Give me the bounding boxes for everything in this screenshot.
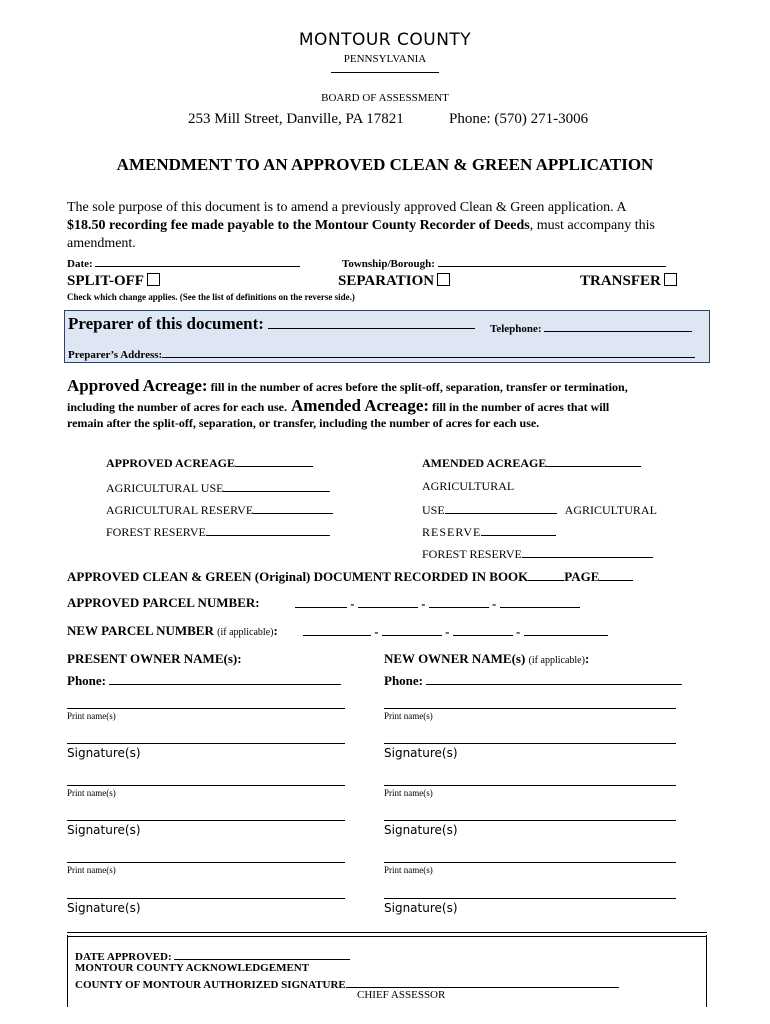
approved-ag-reserve-row[interactable]	[106, 501, 333, 518]
approved-ag-reserve-blank[interactable]	[253, 501, 333, 514]
date-label: Date:	[67, 258, 93, 270]
new-parcel-part-4[interactable]	[524, 623, 608, 636]
dash: -	[421, 596, 426, 611]
preparer-label: Preparer of this document:	[68, 314, 264, 333]
amended-reserve-label: RESERVE	[422, 525, 482, 539]
header-divider	[331, 72, 439, 73]
amended-ag-reserve-label: AGRICULTURAL	[564, 503, 657, 517]
present-print-label-1: Print name(s)	[67, 711, 116, 721]
new-owner-phone[interactable]	[384, 672, 682, 689]
transfer-option[interactable]	[580, 273, 677, 290]
new-print-label-2: Print name(s)	[384, 788, 433, 798]
dash: -	[515, 624, 521, 639]
approved-ag-use-label: AGRICULTURAL USE	[106, 481, 224, 495]
chief-assessor-label: CHIEF ASSESSOR	[357, 989, 446, 1001]
footer-left-rule	[67, 935, 68, 1007]
authorized-signature-field[interactable]	[75, 975, 619, 991]
approved-ag-use-blank[interactable]	[223, 479, 330, 492]
approved-parcel-part-1[interactable]	[295, 595, 347, 608]
approved-acreage-title[interactable]	[106, 454, 313, 471]
present-signature-line-3[interactable]	[67, 898, 345, 899]
approved-forest-reserve-label: FOREST RESERVE	[106, 525, 206, 539]
present-signature-label-1: Signature(s)	[67, 746, 141, 760]
new-owner-heading: NEW OWNER NAME(s) (if applicable):	[384, 651, 590, 666]
new-owner-phone-blank[interactable]	[426, 672, 682, 685]
approved-acreage-heading: Approved Acreage:	[67, 376, 208, 395]
approved-ag-reserve-label: AGRICULTURAL RESERVE	[106, 503, 254, 517]
preparer-address-blank[interactable]	[162, 345, 695, 358]
footer-right-rule	[706, 935, 707, 1007]
recorded-book-row[interactable]	[67, 568, 633, 585]
present-owner-phone-blank[interactable]	[109, 672, 341, 685]
book-blank[interactable]	[528, 568, 564, 581]
present-print-line-1[interactable]	[67, 708, 345, 709]
dash: -	[445, 624, 450, 639]
approved-parcel-field[interactable]	[295, 595, 580, 612]
amended-ag-use-row[interactable]	[422, 501, 657, 518]
township-label: Township/Borough:	[342, 258, 435, 270]
transfer-label: TRANSFER	[580, 273, 661, 289]
approved-parcel-part-2[interactable]	[358, 595, 418, 608]
new-owner-phone-label: Phone:	[384, 673, 423, 688]
present-signature-label-2: Signature(s)	[67, 823, 141, 837]
new-signature-line-3[interactable]	[384, 898, 676, 899]
preparer-address-field[interactable]	[68, 345, 695, 361]
telephone-blank[interactable]	[544, 319, 692, 332]
new-owner-note: (if applicable)	[528, 655, 585, 666]
board-address: 253 Mill Street, Danville, PA 17821	[188, 111, 404, 127]
approved-acreage-text: fill in the number of acres before the split-off, separation, transfer or termination,	[207, 380, 628, 394]
approved-parcel-part-3[interactable]	[429, 595, 489, 608]
new-parcel-label: NEW PARCEL NUMBER (if applicable):	[67, 623, 278, 638]
new-parcel-part-2[interactable]	[382, 623, 442, 636]
acknowledgement-heading: MONTOUR COUNTY ACKNOWLEDGEMENT	[75, 962, 310, 974]
dash: -	[374, 624, 379, 639]
new-print-line-1[interactable]	[384, 708, 676, 709]
preparer-field[interactable]	[68, 314, 475, 334]
split-off-label: SPLIT-OFF	[67, 273, 144, 289]
separation-label: SEPARATION	[338, 273, 435, 289]
board-name: BOARD OF ASSESSMENT	[321, 92, 449, 104]
board-phone: Phone: (570) 271-3006	[449, 111, 589, 127]
township-blank[interactable]	[438, 254, 666, 267]
acreage-line-1	[67, 376, 628, 396]
split-off-option[interactable]	[67, 273, 160, 290]
page-blank[interactable]	[599, 568, 633, 581]
amended-ag-use-blank[interactable]	[445, 501, 557, 514]
approved-forest-reserve-blank[interactable]	[206, 523, 330, 536]
township-field[interactable]	[342, 254, 666, 270]
present-owner-phone-label: Phone:	[67, 673, 106, 688]
change-note: Check which change applies. (See the list of definitions on the reverse side.)	[67, 292, 355, 302]
preparer-blank[interactable]	[268, 314, 475, 329]
fee-rest-text: , must accompany this	[529, 218, 655, 233]
amended-acreage-title[interactable]	[422, 454, 641, 471]
date-blank[interactable]	[95, 254, 300, 267]
new-parcel-field[interactable]	[303, 623, 608, 640]
new-signature-line-1[interactable]	[384, 743, 676, 744]
present-signature-line-1[interactable]	[67, 743, 345, 744]
approved-parcel-label: APPROVED PARCEL NUMBER:	[67, 595, 260, 610]
acreage-line-3: remain after the split-off, separation, or transfer, including the number of acres for each use.	[67, 416, 540, 430]
acreage-line-2-start: including the number of acres for each use.	[67, 400, 288, 414]
amended-forest-reserve-blank[interactable]	[522, 545, 653, 558]
county-name: MONTOUR COUNTY	[298, 30, 472, 50]
new-parcel-part-1[interactable]	[303, 623, 371, 636]
page-label: PAGE	[564, 569, 600, 584]
amended-ag-use-label: USE	[422, 503, 445, 517]
new-signature-line-2[interactable]	[384, 820, 676, 821]
present-print-label-2: Print name(s)	[67, 788, 116, 798]
approved-acreage-total-blank[interactable]	[235, 454, 313, 467]
amended-acreage-heading: Amended Acreage:	[291, 396, 430, 415]
amended-acreage-total-blank[interactable]	[546, 454, 641, 467]
footer-top-rule	[67, 932, 707, 937]
approved-ag-use-row[interactable]	[106, 479, 330, 496]
new-parcel-part-3[interactable]	[453, 623, 513, 636]
separation-option[interactable]	[338, 273, 450, 290]
dash: -	[491, 596, 497, 611]
transfer-checkbox[interactable]	[664, 273, 677, 286]
preparer-address-label: Preparer’s Address:	[68, 349, 163, 361]
amended-forest-reserve-row[interactable]	[422, 545, 653, 562]
new-owner-label: NEW OWNER NAME(s)	[384, 651, 526, 666]
present-owner-phone[interactable]	[67, 672, 341, 689]
approved-forest-reserve-row[interactable]	[106, 523, 330, 540]
new-print-label-1: Print name(s)	[384, 711, 433, 721]
present-owner-heading: PRESENT OWNER NAME(s):	[67, 651, 242, 666]
authorized-signature-blank[interactable]	[346, 975, 619, 988]
dash: -	[350, 596, 355, 611]
recorded-book-label: APPROVED CLEAN & GREEN (Original) DOCUMENT RECORDED IN BOOK	[67, 569, 529, 584]
page-title: AMENDMENT TO AN APPROVED CLEAN & GREEN APPLICATION	[116, 155, 654, 174]
approved-parcel-part-4[interactable]	[500, 595, 580, 608]
telephone-field[interactable]	[490, 319, 692, 335]
date-approved-blank[interactable]	[174, 947, 350, 960]
new-print-label-3: Print name(s)	[384, 865, 433, 875]
amended-reserve-blank[interactable]	[481, 523, 556, 536]
new-signature-label-3: Signature(s)	[384, 901, 458, 915]
separation-checkbox[interactable]	[437, 273, 450, 286]
new-print-line-3[interactable]	[384, 862, 676, 863]
amended-ag-row: AGRICULTURAL	[422, 479, 515, 493]
new-print-line-2[interactable]	[384, 785, 676, 786]
intro-line-2	[67, 218, 655, 234]
fee-text: $18.50 recording fee made payable to the Montour County Recorder of Deeds	[67, 218, 530, 233]
amended-reserve-row[interactable]	[422, 523, 556, 540]
new-parcel-label-text: NEW PARCEL NUMBER	[67, 623, 214, 638]
new-signature-label-1: Signature(s)	[384, 746, 458, 760]
intro-line-1: The sole purpose of this document is to amend a previously approved Clean & Green application. A	[67, 200, 627, 215]
present-signature-label-3: Signature(s)	[67, 901, 141, 915]
telephone-label: Telephone:	[490, 323, 542, 335]
present-print-line-2[interactable]	[67, 785, 345, 786]
new-signature-label-2: Signature(s)	[384, 823, 458, 837]
state-name: PENNSYLVANIA	[343, 53, 427, 65]
acreage-line-2	[67, 396, 609, 416]
new-parcel-note: (if applicable)	[217, 627, 274, 638]
date-field[interactable]	[67, 254, 300, 270]
present-signature-line-2[interactable]	[67, 820, 345, 821]
amended-forest-reserve-label: FOREST RESERVE	[422, 547, 522, 561]
intro-line-3: amendment.	[67, 236, 136, 251]
date-approved-field[interactable]	[75, 947, 350, 963]
present-print-label-3: Print name(s)	[67, 865, 116, 875]
date-approved-label: DATE APPROVED:	[75, 951, 172, 963]
amended-acreage-title-text: AMENDED ACREAGE	[422, 456, 547, 470]
approved-acreage-title-text: APPROVED ACREAGE	[106, 456, 236, 470]
amended-acreage-text: fill in the number of acres that will	[429, 400, 610, 414]
split-off-checkbox[interactable]	[147, 273, 160, 286]
present-print-line-3[interactable]	[67, 862, 345, 863]
authorized-signature-label: COUNTY OF MONTOUR AUTHORIZED SIGNATURE	[75, 979, 346, 991]
